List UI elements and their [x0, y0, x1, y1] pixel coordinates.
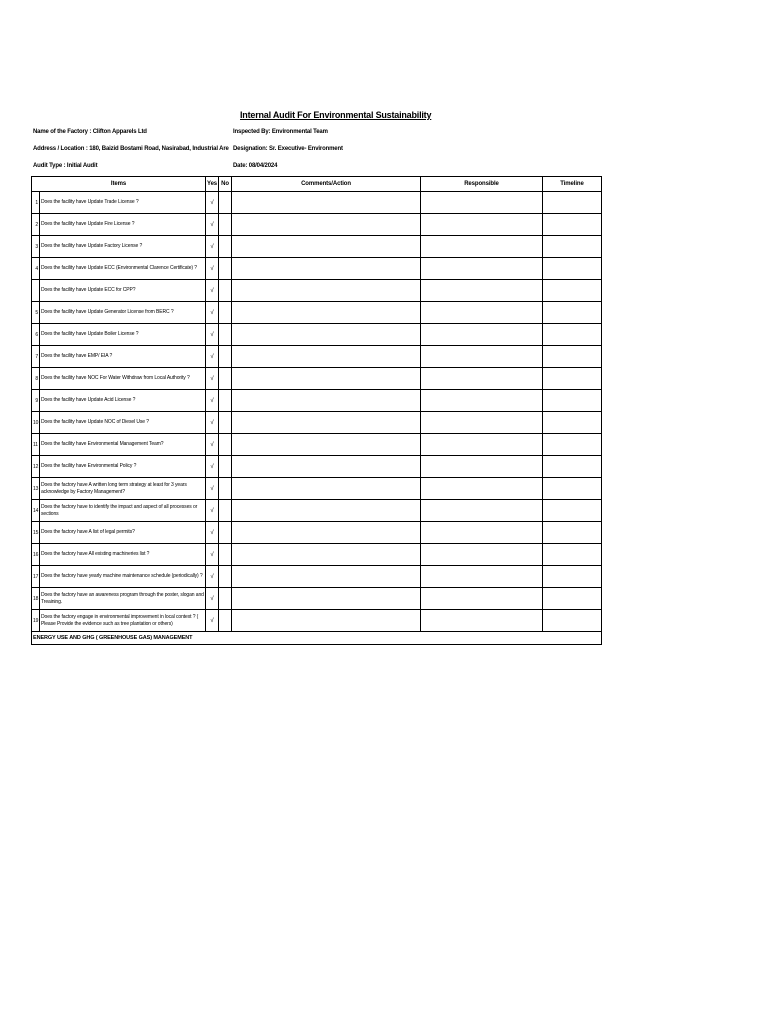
- row-timeline-cell: [543, 456, 602, 478]
- header-items: Items: [32, 177, 206, 192]
- table-row: [32, 236, 602, 258]
- row-comments-cell: [232, 500, 421, 522]
- row-no-cell: [219, 544, 232, 566]
- row-item-text: Does the facility have Update Fire License ?: [40, 214, 206, 236]
- row-responsible-cell: [421, 434, 543, 456]
- row-responsible-cell: [421, 302, 543, 324]
- row-timeline-cell: [543, 324, 602, 346]
- designation: Designation: Sr. Executive- Environment: [233, 146, 343, 152]
- row-comments-cell: [232, 192, 421, 214]
- row-item-text: Does the facility have Environmental Management Team?: [40, 434, 206, 456]
- row-timeline-cell: [543, 214, 602, 236]
- row-comments-cell: [232, 280, 421, 302]
- row-comments-cell: [232, 588, 421, 610]
- row-no-cell: [219, 346, 232, 368]
- table-row: [32, 544, 602, 566]
- table-row: [32, 500, 602, 522]
- row-comments-cell: [232, 566, 421, 588]
- row-timeline-cell: [543, 544, 602, 566]
- row-number: 8: [32, 368, 40, 390]
- row-item-text: Does the factory have All existing machineries list ?: [40, 544, 206, 566]
- table-row: [32, 456, 602, 478]
- table-row: [32, 346, 602, 368]
- row-comments-cell: [232, 610, 421, 632]
- row-timeline-cell: [543, 434, 602, 456]
- row-yes-check: √: [206, 368, 219, 390]
- row-item-text: Does the facility have Update Trade License ?: [40, 192, 206, 214]
- row-number: 2: [32, 214, 40, 236]
- row-yes-check: √: [206, 610, 219, 632]
- row-no-cell: [219, 280, 232, 302]
- row-no-cell: [219, 500, 232, 522]
- row-item-text: Does the factory have to identify the impact and aspect of all processes or sections: [40, 500, 206, 522]
- row-no-cell: [219, 412, 232, 434]
- row-no-cell: [219, 478, 232, 500]
- header-yes: Yes: [206, 177, 219, 192]
- row-timeline-cell: [543, 412, 602, 434]
- row-timeline-cell: [543, 390, 602, 412]
- row-no-cell: [219, 390, 232, 412]
- row-responsible-cell: [421, 280, 543, 302]
- row-timeline-cell: [543, 280, 602, 302]
- document-title: Internal Audit For Environmental Sustainability: [240, 110, 432, 120]
- header-no: No: [219, 177, 232, 192]
- row-comments-cell: [232, 412, 421, 434]
- header-comments: Comments/Action: [232, 177, 421, 192]
- row-number: 4: [32, 258, 40, 280]
- row-no-cell: [219, 434, 232, 456]
- row-no-cell: [219, 302, 232, 324]
- table-row: [32, 302, 602, 324]
- header-timeline: Timeline: [543, 177, 602, 192]
- table-header-row: [32, 177, 602, 192]
- factory-name: Name of the Factory : Clifton Apparels Ltd: [33, 129, 147, 135]
- row-yes-check: √: [206, 258, 219, 280]
- factory-address: Address / Location : 180, Baizid Bostami Road, Nasirabad, Industrial Are: [33, 146, 229, 152]
- row-yes-check: √: [206, 500, 219, 522]
- row-number: 13: [32, 478, 40, 500]
- row-responsible-cell: [421, 544, 543, 566]
- row-item-text: Does the facility have Update Factory License ?: [40, 236, 206, 258]
- section-heading-energy: ENERGY USE AND GHG ( GREENHOUSE GAS) MANAGEMENT: [32, 632, 602, 645]
- row-timeline-cell: [543, 302, 602, 324]
- table-row: [32, 368, 602, 390]
- row-yes-check: √: [206, 280, 219, 302]
- audit-date: Date: 08/04/2024: [233, 163, 278, 169]
- row-responsible-cell: [421, 522, 543, 544]
- row-comments-cell: [232, 258, 421, 280]
- row-responsible-cell: [421, 324, 543, 346]
- row-responsible-cell: [421, 456, 543, 478]
- row-yes-check: √: [206, 412, 219, 434]
- row-timeline-cell: [543, 258, 602, 280]
- row-responsible-cell: [421, 588, 543, 610]
- row-comments-cell: [232, 456, 421, 478]
- row-responsible-cell: [421, 236, 543, 258]
- row-comments-cell: [232, 214, 421, 236]
- row-responsible-cell: [421, 500, 543, 522]
- table-row: [32, 324, 602, 346]
- row-comments-cell: [232, 346, 421, 368]
- table-row: [32, 258, 602, 280]
- row-timeline-cell: [543, 588, 602, 610]
- row-yes-check: √: [206, 192, 219, 214]
- row-comments-cell: [232, 302, 421, 324]
- row-number: 12: [32, 456, 40, 478]
- row-responsible-cell: [421, 368, 543, 390]
- inspected-by: Inspected By: Environmental Team: [233, 129, 328, 135]
- table-row: [32, 214, 602, 236]
- row-yes-check: √: [206, 324, 219, 346]
- row-number: [32, 280, 40, 302]
- table-row: [32, 522, 602, 544]
- row-number: 19: [32, 610, 40, 632]
- row-responsible-cell: [421, 346, 543, 368]
- row-item-text: Does the facility have EMP/ EIA ?: [40, 346, 206, 368]
- row-number: 16: [32, 544, 40, 566]
- header-responsible: Responsible: [421, 177, 543, 192]
- row-responsible-cell: [421, 258, 543, 280]
- row-timeline-cell: [543, 368, 602, 390]
- row-responsible-cell: [421, 214, 543, 236]
- row-yes-check: √: [206, 236, 219, 258]
- audit-table: [31, 176, 602, 645]
- row-timeline-cell: [543, 566, 602, 588]
- row-no-cell: [219, 214, 232, 236]
- row-item-text: Does the factory have A written long term strategy at least for 3 years acknowledge by Factory Management?: [40, 478, 206, 500]
- row-item-text: Does the facility have Update Acid License ?: [40, 390, 206, 412]
- row-yes-check: √: [206, 588, 219, 610]
- row-no-cell: [219, 192, 232, 214]
- row-timeline-cell: [543, 610, 602, 632]
- row-item-text: Does the factory have yearly machine maintenance schedule (periodically) ?: [40, 566, 206, 588]
- row-number: 6: [32, 324, 40, 346]
- row-comments-cell: [232, 544, 421, 566]
- row-responsible-cell: [421, 390, 543, 412]
- row-timeline-cell: [543, 478, 602, 500]
- row-item-text: Does the facility have Update NOC of Diesel Use ?: [40, 412, 206, 434]
- row-number: 9: [32, 390, 40, 412]
- row-timeline-cell: [543, 500, 602, 522]
- row-number: 10: [32, 412, 40, 434]
- audit-type: Audit Type : Initial Audit: [33, 163, 98, 169]
- row-comments-cell: [232, 368, 421, 390]
- row-comments-cell: [232, 324, 421, 346]
- row-comments-cell: [232, 522, 421, 544]
- row-number: 5: [32, 302, 40, 324]
- row-item-text: Does the facility have Update ECC for CPP?: [40, 280, 206, 302]
- row-no-cell: [219, 258, 232, 280]
- row-yes-check: √: [206, 544, 219, 566]
- row-timeline-cell: [543, 192, 602, 214]
- row-no-cell: [219, 456, 232, 478]
- row-comments-cell: [232, 434, 421, 456]
- row-yes-check: √: [206, 434, 219, 456]
- row-no-cell: [219, 522, 232, 544]
- row-responsible-cell: [421, 610, 543, 632]
- row-number: 15: [32, 522, 40, 544]
- row-responsible-cell: [421, 566, 543, 588]
- row-yes-check: √: [206, 566, 219, 588]
- table-row: [32, 566, 602, 588]
- table-row: [32, 192, 602, 214]
- row-no-cell: [219, 610, 232, 632]
- row-yes-check: √: [206, 390, 219, 412]
- section-footer-row: [32, 632, 602, 645]
- row-yes-check: √: [206, 346, 219, 368]
- row-comments-cell: [232, 390, 421, 412]
- row-item-text: Does the facility have NOC For Water Withdraw from Local Authority ?: [40, 368, 206, 390]
- row-no-cell: [219, 566, 232, 588]
- row-no-cell: [219, 368, 232, 390]
- row-number: 17: [32, 566, 40, 588]
- audit-table-body: [32, 192, 602, 632]
- row-number: 11: [32, 434, 40, 456]
- row-responsible-cell: [421, 412, 543, 434]
- row-yes-check: √: [206, 478, 219, 500]
- row-item-text: Does the facility have Environmental Policy ?: [40, 456, 206, 478]
- row-number: 1: [32, 192, 40, 214]
- row-timeline-cell: [543, 522, 602, 544]
- table-row: [32, 412, 602, 434]
- row-no-cell: [219, 324, 232, 346]
- row-comments-cell: [232, 236, 421, 258]
- table-row: [32, 588, 602, 610]
- row-number: 3: [32, 236, 40, 258]
- row-item-text: Does the facility have Update Generator License from BERC ?: [40, 302, 206, 324]
- row-item-text: Does the facility have Update ECC (Environmental Clarence Certificate) ?: [40, 258, 206, 280]
- row-no-cell: [219, 236, 232, 258]
- row-responsible-cell: [421, 192, 543, 214]
- row-item-text: Does the factory have an awareness program through the poster, slogan and Treaining.: [40, 588, 206, 610]
- table-row: [32, 478, 602, 500]
- row-number: 14: [32, 500, 40, 522]
- row-yes-check: √: [206, 456, 219, 478]
- table-row: [32, 280, 602, 302]
- table-row: [32, 434, 602, 456]
- row-yes-check: √: [206, 522, 219, 544]
- row-number: 7: [32, 346, 40, 368]
- row-item-text: Does the facility have Update Boiler License ?: [40, 324, 206, 346]
- table-row: [32, 610, 602, 632]
- row-no-cell: [219, 588, 232, 610]
- row-number: 18: [32, 588, 40, 610]
- row-responsible-cell: [421, 478, 543, 500]
- table-row: [32, 390, 602, 412]
- row-item-text: Does the factory have A list of legal permits?: [40, 522, 206, 544]
- row-yes-check: √: [206, 214, 219, 236]
- row-timeline-cell: [543, 236, 602, 258]
- row-item-text: Does the factory engage in environmental improvement in local context ? ( Please Provide the evidence such as tree plantation or others): [40, 610, 206, 632]
- row-timeline-cell: [543, 346, 602, 368]
- row-comments-cell: [232, 478, 421, 500]
- row-yes-check: √: [206, 302, 219, 324]
